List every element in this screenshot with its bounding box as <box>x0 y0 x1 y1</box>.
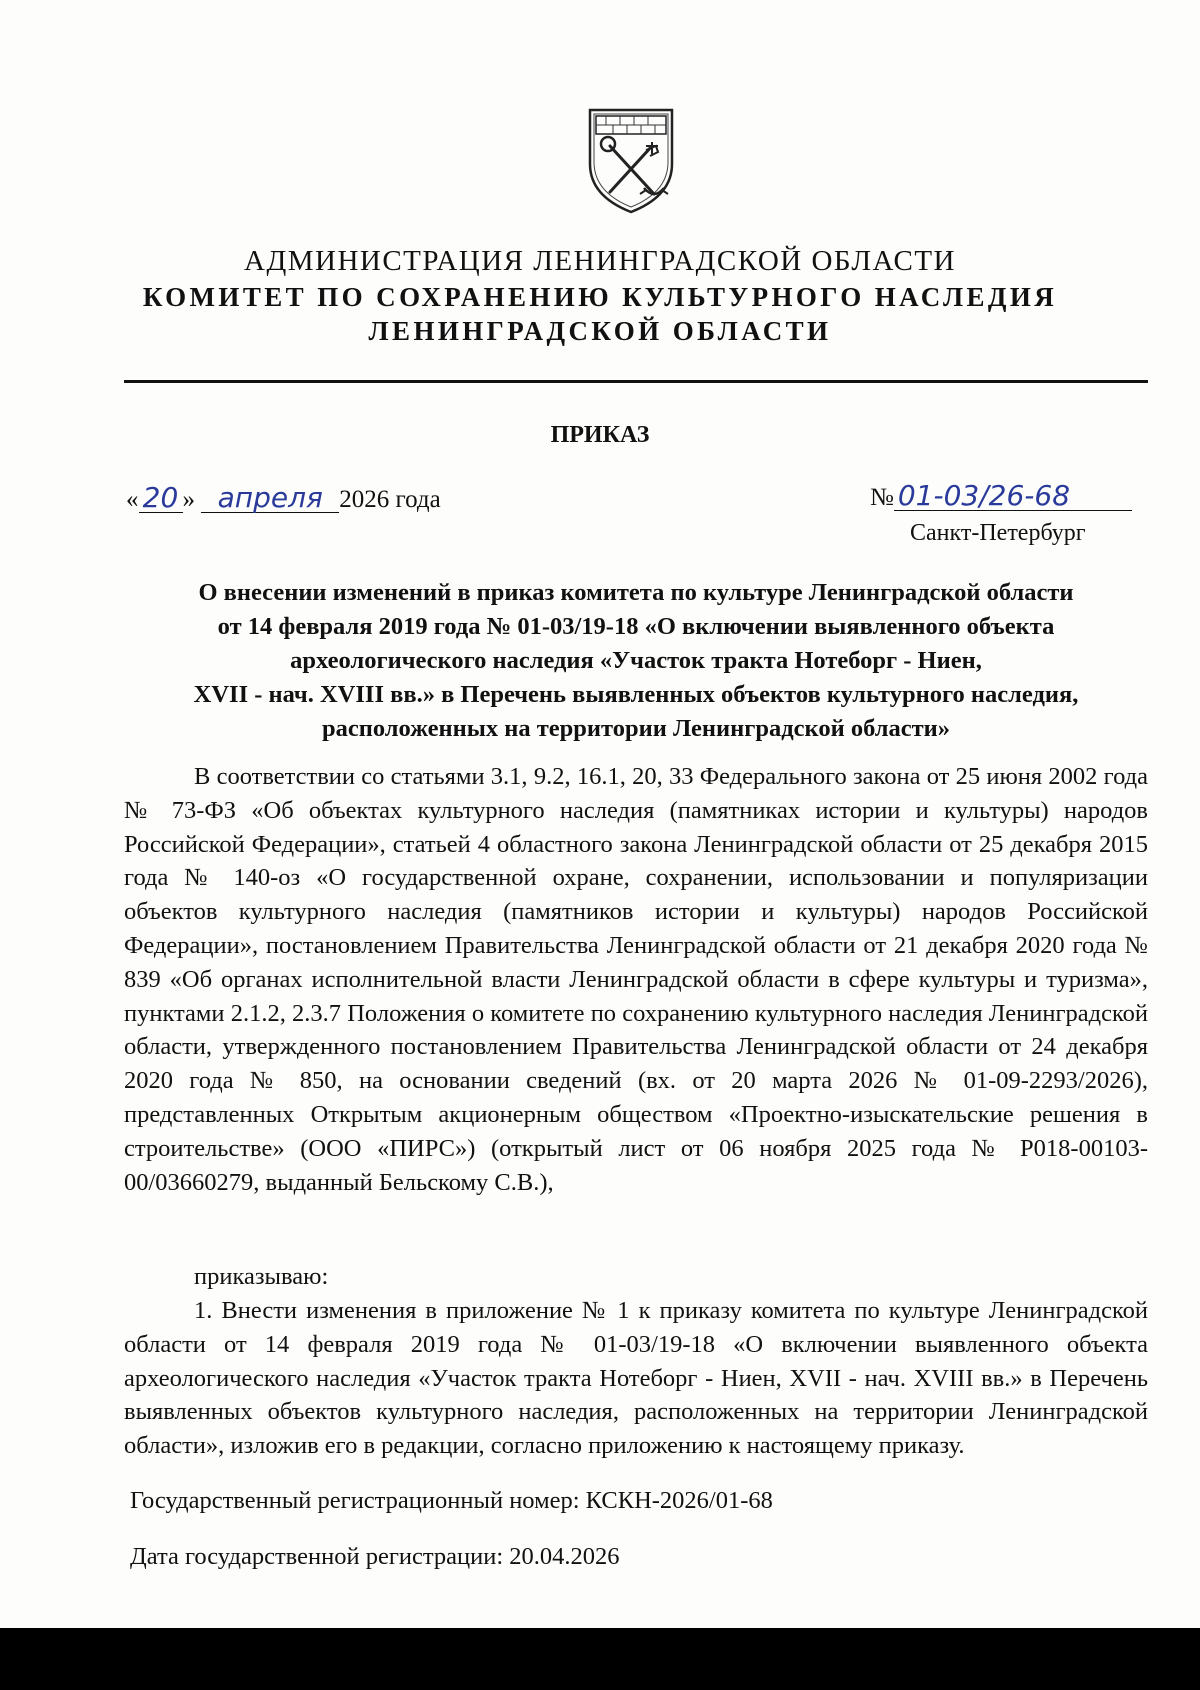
registration-number: Государственный регистрационный номер: КСКН-2026/01-68 <box>130 1487 773 1514</box>
subject-line: расположенных на территории Ленинградской области» <box>322 715 950 742</box>
header-divider <box>124 380 1148 383</box>
preamble-paragraph: В соответствии со статьями 3.1, 9.2, 16.1, 20, 33 Федерального закона от 25 июня 2002 года № 73-ФЗ «Об объектах культурного наследия (памятниках истории и культуры) народов Российской Федерации», статьей 4 областного закона Ленинградской области от 25 декабря 2015 года № 140-оз «О государственной охране, сохранении, использовании и популяризации объектов культурного наследия (памятников истории и культуры) народов Российской Федерации», постановлением Правительства Ленинградской области от 21 декабря 2020 года № 839 «Об органах исполнительной власти Ленинградской области в сфере культуры и туризма», пунктами 2.1.2, 2.3.7 Положения о комитете по сохранению культурного наследия Ленинградской области, утвержденного постановлением Правительства Ленинградской области от 24 декабря 2020 года № 850, на основании сведений (вх. от 20 марта 2026 № 01-09-2293/2026), представленных Открытым акционерным обществом «Проектно-изыскательские решения в строительстве» (ООО «ПИРС») (открытый лист от 06 ноября 2025 года № Р018-00103-00/03660279, выданный Бельскому С.В.), <box>124 763 1148 1196</box>
org-name-line3: ЛЕНИНГРАДСКОЙ ОБЛАСТИ <box>368 316 832 346</box>
date-month-handwritten: апреля <box>201 484 339 513</box>
order-date <box>126 481 441 514</box>
document-type-title: ПРИКАЗ <box>550 422 650 448</box>
scan-edge-bar <box>0 1628 1200 1690</box>
subject-line: О внесении изменений в приказ комитета по культуре Ленинградской области <box>198 579 1074 606</box>
order-word: приказываю: <box>194 1263 329 1290</box>
number-sign: № <box>870 484 894 511</box>
order-subject <box>124 576 1148 746</box>
order-item-1: 1. Внести изменения в приложение № 1 к приказу комитета по культуре Ленинградской области от 14 февраля 2019 года № 01-03/19-18 «О включении выявленного объекта археологического наследия «Участок тракта Нотеборг - Ниен, XVII - нач. XVIII вв.» в Перечень выявленных объектов культурного наследия, расположенных на территории Ленинградской области», изложив его в редакции, согласно приложению к настоящему приказу. <box>124 1297 1148 1460</box>
date-day-handwritten: 20 <box>139 484 183 513</box>
order-number-handwritten: 01-03/26-68 <box>894 482 1132 511</box>
org-name-line1: АДМИНИСТРАЦИЯ ЛЕНИНГРАДСКОЙ ОБЛАСТИ <box>244 245 956 277</box>
org-name-line2: КОМИТЕТ ПО СОХРАНЕНИЮ КУЛЬТУРНОГО НАСЛЕДИЯ <box>142 282 1058 312</box>
subject-line: археологического наследия «Участок тракта Нотеборг - Ниен, <box>290 647 982 674</box>
city-name: Санкт-Петербург <box>910 520 1086 546</box>
date-close-quote: » <box>182 486 195 513</box>
date-open-quote: « <box>126 486 139 513</box>
coat-of-arms-icon <box>584 104 678 216</box>
subject-line: XVII - нач. XVIII вв.» в Перечень выявленных объектов культурного наследия, <box>193 681 1079 708</box>
subject-line: от 14 февраля 2019 года № 01-03/19-18 «О включении выявленного объекта <box>217 613 1055 640</box>
order-number <box>870 479 1132 512</box>
registration-date: Дата государственной регистрации: 20.04.2026 <box>130 1543 620 1570</box>
date-year: 2026 года <box>339 486 441 513</box>
